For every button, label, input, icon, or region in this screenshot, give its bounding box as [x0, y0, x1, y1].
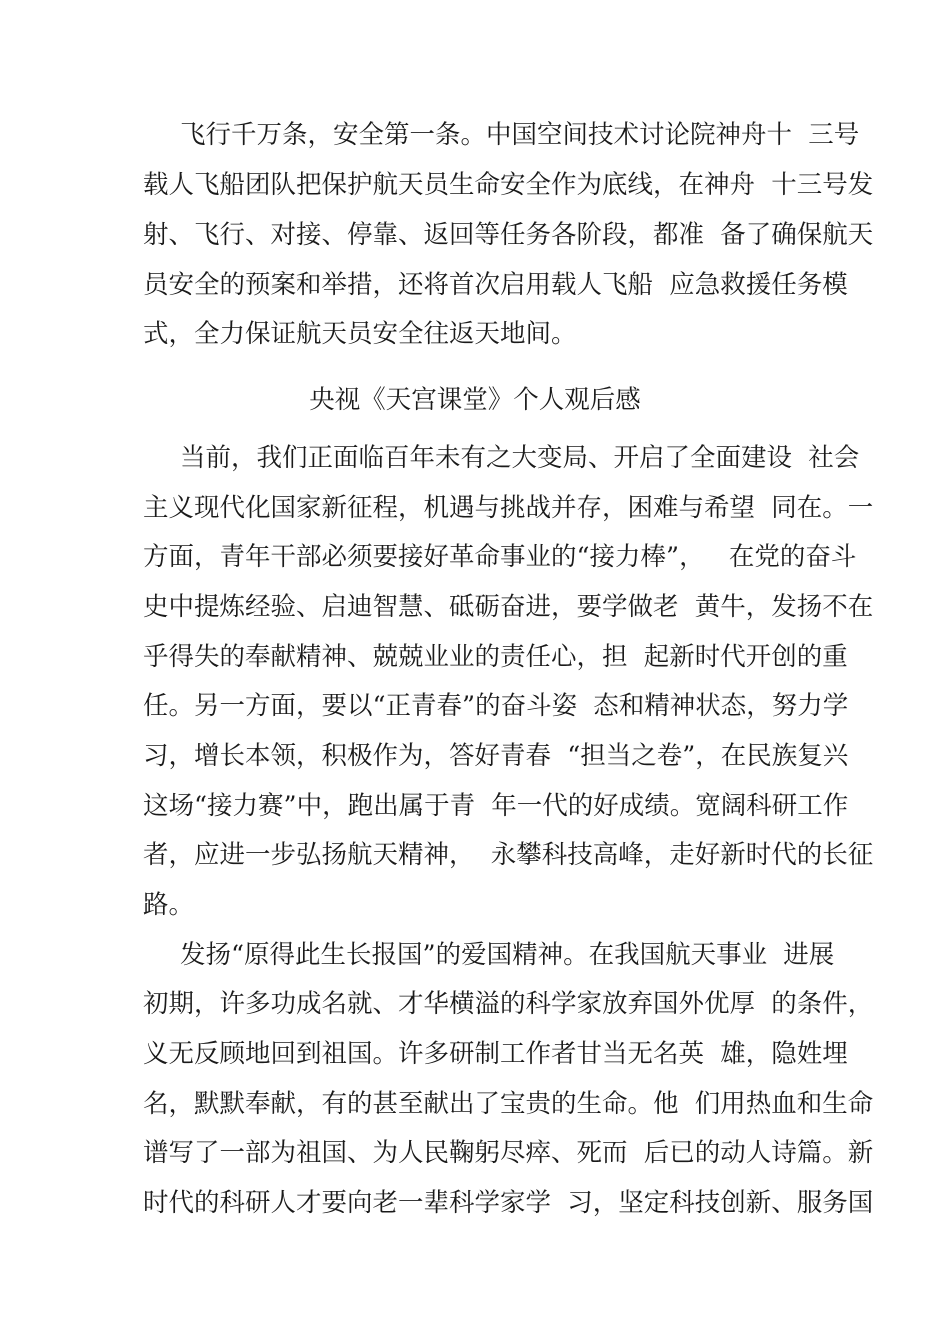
paragraph-1-line: 飞行千万条，安全第一条。中国空间技术讨论院神舟十 三号 [180, 120, 860, 150]
paragraph-2-line: 这场“接力赛”中，跑出属于青 年一代的好成绩。宽阔科研工作 [143, 791, 849, 821]
paragraph-1-line: 射、飞行、对接、停靠、返回等任务各阶段，都准 备了确保航天 [143, 220, 874, 250]
paragraph-3-line: 时代的科研人才要向老一辈科学家学 习，坚定科技创新、服务国 [143, 1188, 874, 1218]
paragraph-2-line: 路。 [143, 890, 195, 920]
paragraph-2-line: 方面，青年干部必须要接好革命事业的“接力棒”， 在党的奋斗 [143, 542, 857, 572]
paragraph-2-line: 当前，我们正面临百年未有之大变局、开启了全面建设 社会 [180, 443, 860, 473]
paragraph-1-line: 式，全力保证航天员安全往返天地间。 [143, 319, 577, 349]
paragraph-2-line: 任。另一方面，要以“正青春”的奋斗姿 态和精神状态，努力学 [143, 691, 849, 721]
paragraph-3-line: 义无反顾地回到祖国。许多研制工作者甘当无名英 雄，隐姓埋 [143, 1039, 848, 1069]
paragraph-2-line: 主义现代化国家新征程，机遇与挑战并存，困难与希望 同在。一 [143, 493, 874, 523]
paragraph-2-line: 乎得失的奉献精神、兢兢业业的责任心，担 起新时代开创的重 [143, 642, 848, 672]
paragraph-1-line: 员安全的预案和举措，还将首次启用载人飞船 应急救援任务模 [143, 270, 848, 300]
paragraph-2-line: 习，增长本领，积极作为，答好青春 “担当之卷”，在民族复兴 [143, 741, 849, 771]
paragraph-2-line: 者，应进一步弘扬航天精神， 永攀科技高峰，走好新时代的长征 [143, 840, 874, 870]
paragraph-3-line: 初期，许多功成名就、才华横溢的科学家放弃国外优厚 的条件， [143, 989, 874, 1019]
paragraph-3-line: 发扬“原得此生长报国”的爱国精神。在我国航天事业 进展 [180, 940, 835, 970]
paragraph-3-line: 谱写了一部为祖国、为人民鞠躬尽瘁、死而 后已的动人诗篇。新 [143, 1138, 874, 1168]
paragraph-2-line: 史中提炼经验、启迪智慧、砥砺奋进，要学做老 黄牛，发扬不在 [143, 592, 874, 622]
section-title: 央视《天宫课堂》个人观后感 [309, 385, 641, 415]
paragraph-1-line: 载人飞船团队把保护航天员生命安全作为底线，在神舟 十三号发 [143, 170, 874, 200]
paragraph-3-line: 名，默默奉献，有的甚至献出了宝贵的生命。他 们用热血和生命 [143, 1089, 874, 1119]
